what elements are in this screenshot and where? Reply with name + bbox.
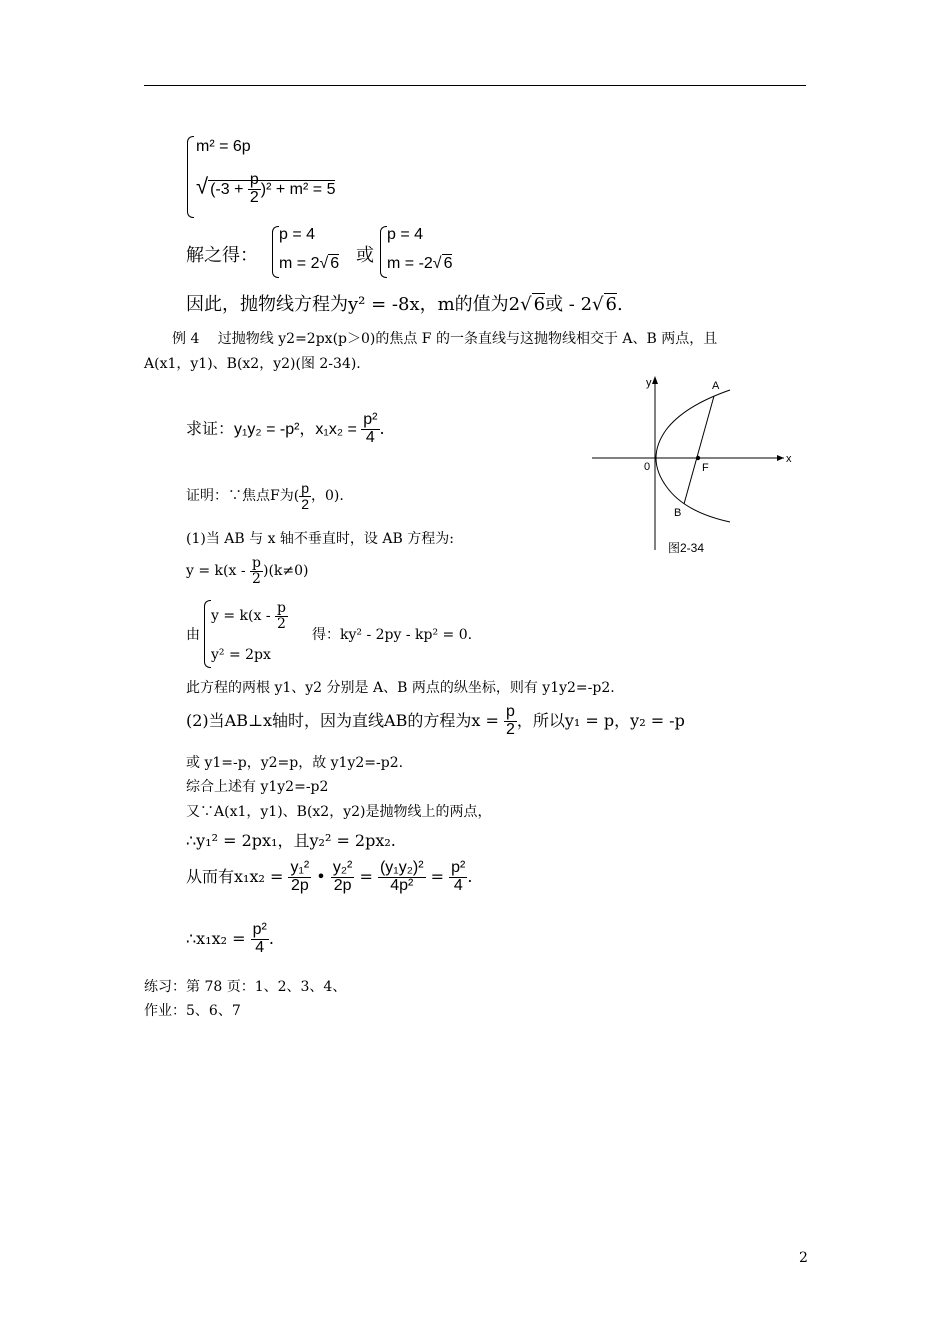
therefore-1: ∴y₁² = 2px₁，且y₂² = 2px₂. xyxy=(186,831,396,850)
y-label: y xyxy=(646,377,652,389)
system-2-prefix: 由 xyxy=(186,627,200,643)
solution-a2: m = 2√ 6 xyxy=(279,255,340,272)
homework-text: 作业：5、6、7 xyxy=(144,1003,241,1019)
solution-b2: m = -2√ 6 xyxy=(387,255,453,272)
system-2-result: 得：ky² - 2py - kp² = 0. xyxy=(312,627,473,643)
point-a-label: A xyxy=(712,380,720,392)
parabola-figure xyxy=(588,372,798,562)
y-axis-arrow xyxy=(652,376,658,384)
prove-statement: 求证：y₁y₂ = -p²，x₁x₂ = $\frac{\text{p²}}{4}$ . xyxy=(186,411,385,446)
focus-label: F xyxy=(702,462,709,474)
case-1-equation: y = k(x - $\frac{p}{2}$ )(k≠0) xyxy=(186,555,309,587)
system-2-brace xyxy=(204,600,211,668)
point-b-label: B xyxy=(674,507,682,519)
case-2-text: (2)当AB⊥x轴时，因为直线AB的方程为x = $\frac{p}{2}$ ，所以y₁ = p，y₂ = -p xyxy=(186,703,685,738)
solution-a1: p = 4 xyxy=(279,226,316,243)
final-result: ∴x₁x₂ = $\frac{\text{p²}}{4}$ . xyxy=(186,921,274,956)
x-axis-arrow xyxy=(777,455,784,461)
parabola-curve xyxy=(656,390,730,522)
case-2b-text: 或 y1=-p，y2=p，故 y1y2=-p2. xyxy=(186,755,404,771)
system-brace xyxy=(187,136,194,218)
page-number: 2 xyxy=(799,1250,808,1266)
x-label: x xyxy=(786,453,792,465)
summary-text: 综合上述有 y1y2=-p2 xyxy=(186,779,329,795)
system-line-1: m² = 6p xyxy=(196,138,251,155)
solution-brace-2 xyxy=(380,226,387,278)
system-2-line-1: y = k(x - $\frac{p}{2}$ xyxy=(211,600,286,632)
solve-prefix: 解之得： xyxy=(186,245,258,266)
focal-chord xyxy=(684,396,714,504)
derive-equation: 从而有x₁x₂ = $\frac{\text{y₁²}}{2p}$ • $\frac{\text{y₂²}}{2p}$ = $\frac{\text{(y₁y₂)²}}{\text{4p²}}$ = $\frac{\text{p²}}{4}$ . xyxy=(186,859,473,894)
example-4-line-2: A(x1，y1)、B(x2，y2)(图 2-34). xyxy=(144,356,361,372)
roots-text: 此方程的两根 y1、y2 分别是 A、B 两点的纵坐标，则有 y1y2=-p2. xyxy=(186,680,615,696)
solution-b1: p = 4 xyxy=(387,226,424,243)
again-text: 又∵A(x1，y1)、B(x2，y2)是抛物线上的两点， xyxy=(186,804,492,820)
case-1-text: (1)当 AB 与 x 轴不垂直时，设 AB 方程为: xyxy=(186,531,454,547)
exercise-text: 练习：第 78 页：1、2、3、4、 xyxy=(144,979,347,995)
header-rule xyxy=(144,85,806,86)
solution-brace-1 xyxy=(272,226,279,278)
conclusion: 因此，抛物线方程为y² = -8x，m的值为2√ 6或 - 2√ 6. xyxy=(186,294,623,315)
example-4-line-1: 例 4 过抛物线 y2=2px(p＞0)的焦点 F 的一条直线与这抛物线相交于 A、B 两点，且 xyxy=(172,331,718,347)
solution-or: 或 xyxy=(356,245,374,266)
system-2-line-2: y² = 2px xyxy=(211,647,271,663)
figure-caption: 图2-34 xyxy=(668,541,705,555)
focus-point xyxy=(696,456,700,460)
origin-label: 0 xyxy=(644,461,651,473)
system-line-2: √ (-3 + $\frac{p}{2}$ )² + m² = 5 xyxy=(196,171,336,206)
proof-focus: 证明：∵焦点F为( $\frac{p}{2}$ ，0). xyxy=(186,480,344,512)
